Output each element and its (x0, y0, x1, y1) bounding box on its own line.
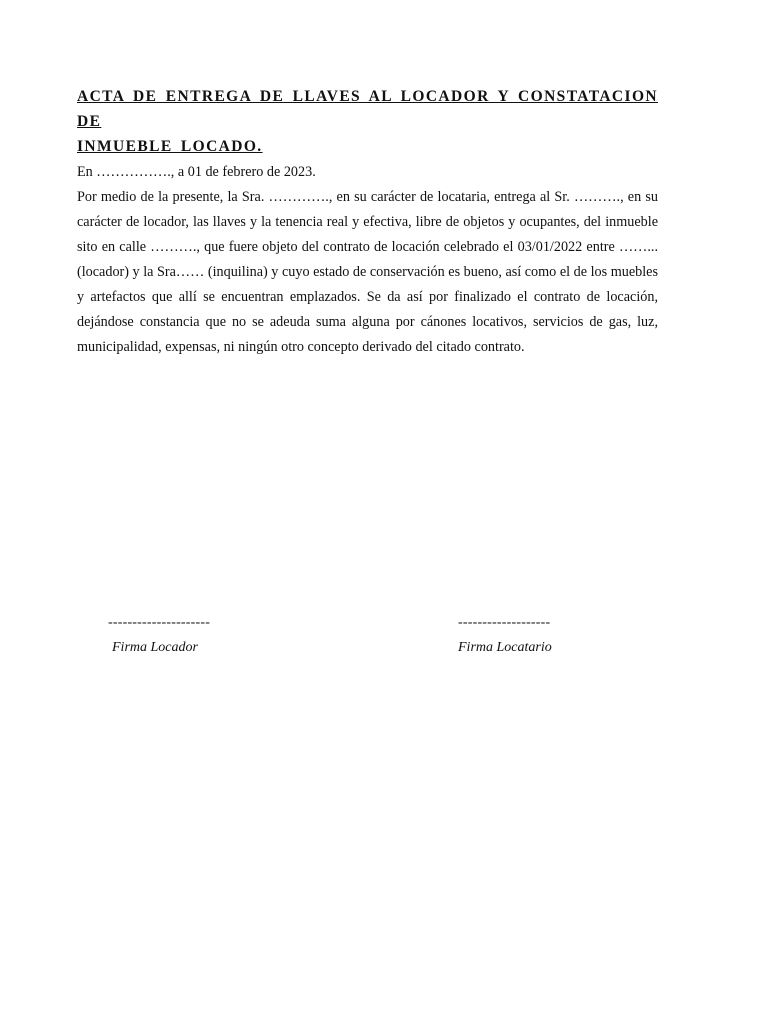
document-title (77, 84, 658, 159)
document-body (77, 160, 658, 360)
signature-label-locatario: Firma Locatario (458, 640, 552, 655)
signature-locatario (458, 614, 552, 657)
signature-line-locatario: ------------------- (458, 615, 551, 630)
signature-label-locador: Firma Locador (112, 640, 198, 655)
signature-locador (108, 614, 210, 657)
date-line: En ……………., a 01 de febrero de 2023. (77, 164, 316, 180)
signature-line-locador: --------------------- (108, 615, 211, 630)
document-title-line-2: INMUEBLE LOCADO. (77, 138, 263, 155)
document-title-line-1: ACTA DE ENTREGA DE LLAVES AL LOCADOR Y CONSTATACION DE (77, 88, 658, 130)
main-paragraph: Por medio de la presente, la Sra. …………., en su carácter de locataria, entrega al Sr. ………., en su carácter de locador, las llaves y la tenencia real y efectiva, libre de objetos y ocupantes, del inmueble sito en calle ………., que fuere objeto del contrato de locación celebrado el 03/01/2022 entre ……...(locador) y la Sra…… (inquilina) y cuyo estado de conservación es bueno, así como el de los muebles y artefactos que allí se encuentran emplazados. Se da así por finalizado el contrato de locación, dejándose constancia que no se adeuda suma alguna por cánones locativos, servicios de gas, luz, municipalidad, expensas, ni ningún otro concepto derivado del citado contrato. (77, 189, 658, 355)
